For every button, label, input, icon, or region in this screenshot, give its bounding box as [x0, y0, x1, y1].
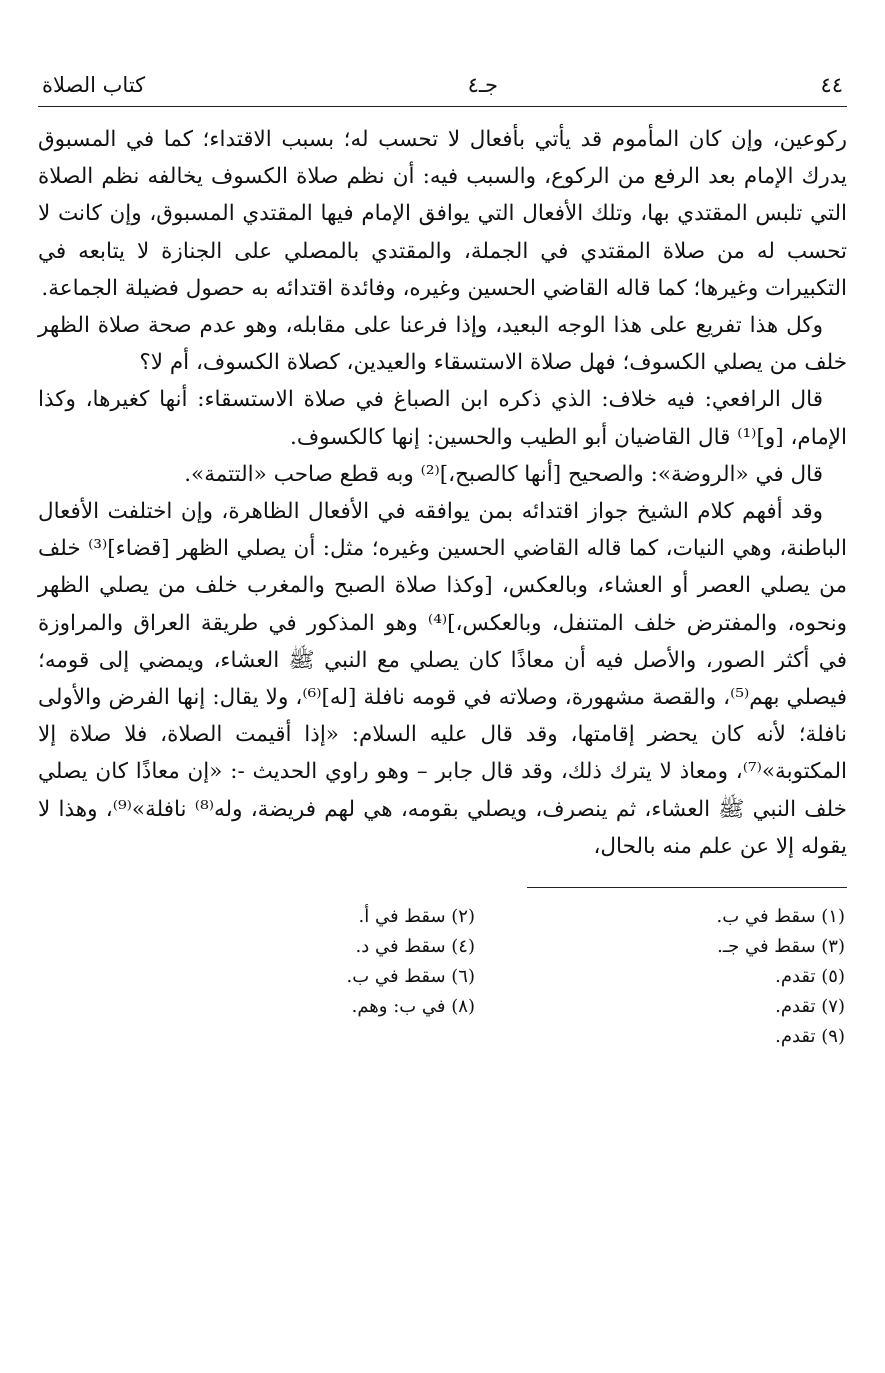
page — [38, 70, 847, 1052]
footnote: (٩) تقدم. — [775, 1026, 845, 1048]
book-title: كتاب الصلاة — [42, 73, 146, 97]
paragraph: قال في «الروضة»: والصحيح [أنها كالصبح،]⁽²⁾ وبه قطع صاحب «التتمة». — [184, 461, 823, 487]
footnote: (٥) تقدم. — [775, 966, 845, 988]
footnote: (٧) تقدم. — [775, 996, 845, 1018]
paragraph: ركوعين، وإن كان المأموم قد يأتي بأفعال لا تحسب له؛ بسبب الاقتداء؛ كما في المسبوق يدرك الإمام بعد الرفع من الركوع، والسبب فيه: أن نظم صلاة الكسوف يخالفه نظم الصلاة التي تلبس المقتدي بها، وتلك الأفعال التي يوافق الإمام فيها المقتدي المسبوق، وإن كانت لا تحسب له من صلاة المقتدي في الجملة، والمقتدي بالمصلي على الجنازة لا يتابعه في التكبيرات وغيرها؛ كما قاله القاضي الحسين وغيره، وفائدة اقتدائه به حصول فضيلة الجماعة. — [38, 127, 847, 301]
page-number: ٤٤ — [820, 73, 843, 97]
footnote-separator — [527, 887, 847, 888]
footnotes — [38, 902, 847, 1052]
footnote: (٣) سقط في جـ. — [717, 936, 845, 958]
footnote: (٨) في ب: وهم. — [351, 996, 475, 1018]
footnote: (١) سقط في ب. — [716, 906, 845, 928]
footnote: (٢) سقط في أ. — [358, 906, 475, 928]
paragraph: وكل هذا تفريع على هذا الوجه البعيد، وإذا فرعنا على مقابله، وهو عدم صحة صلاة الظهر خلف من يصلي الكسوف؛ فهل صلاة الاستسقاء والعيدين، كصلاة الكسوف، أم لا؟ — [38, 313, 847, 376]
footnote: (٦) سقط في ب. — [346, 966, 475, 988]
paragraph: وقد أفهم كلام الشيخ جواز اقتدائه بمن يوافقه في الأفعال الظاهرة، وإن اختلفت الأفعال الباطنة، وهي النيات، كما قاله القاضي الحسين وغيره؛ مثل: أن يصلي الظهر [قضاء]⁽³⁾ خلف من يصلي العصر أو العشاء، وبالعكس، [وكذا صلاة الصبح والمغرب خلف من يصلي الظهر ونحوه، والمفترض خلف المتنفل، وبالعكس،]⁽⁴⁾ وهو المذكور في طريقة العراق والمراوزة في أكثر الصور، والأصل فيه أن معاذًا كان يصلي مع النبي ﷺ العشاء، ويمضي إلى قومه؛ فيصلي بهم⁽⁵⁾، والقصة مشهورة، وصلاته في قومه نافلة [له]⁽⁶⁾، ولا يقال: إنها الفرض والأولى نافلة؛ لأنه كان يحضر إقامتها، وقد قال عليه السلام: «إذا أقيمت الصلاة، فلا صلاة إلا المكتوبة»⁽⁷⁾، ومعاذ لا يترك ذلك، وقد قال جابر – وهو راوي الحديث -: «إن معاذًا كان يصلي خلف النبي ﷺ العشاء، ثم ينصرف، ويصلي بقومه، هي لهم فريضة، وله⁽⁸⁾ نافلة»⁽⁹⁾، وهذا لا يقوله إلا عن علم منه بالحال، — [38, 499, 848, 859]
footnote: (٤) سقط في د. — [355, 936, 475, 958]
body-text — [38, 121, 847, 865]
volume-label: جـ٤ — [467, 73, 499, 97]
running-header — [38, 70, 847, 107]
paragraph: قال الرافعي: فيه خلاف: الذي ذكره ابن الصباغ في صلاة الاستسقاء: أنها كغيرها، وكذا الإمام، [و]⁽¹⁾ قال القاضيان أبو الطيب والحسين: إنها كالكسوف. — [38, 387, 847, 450]
